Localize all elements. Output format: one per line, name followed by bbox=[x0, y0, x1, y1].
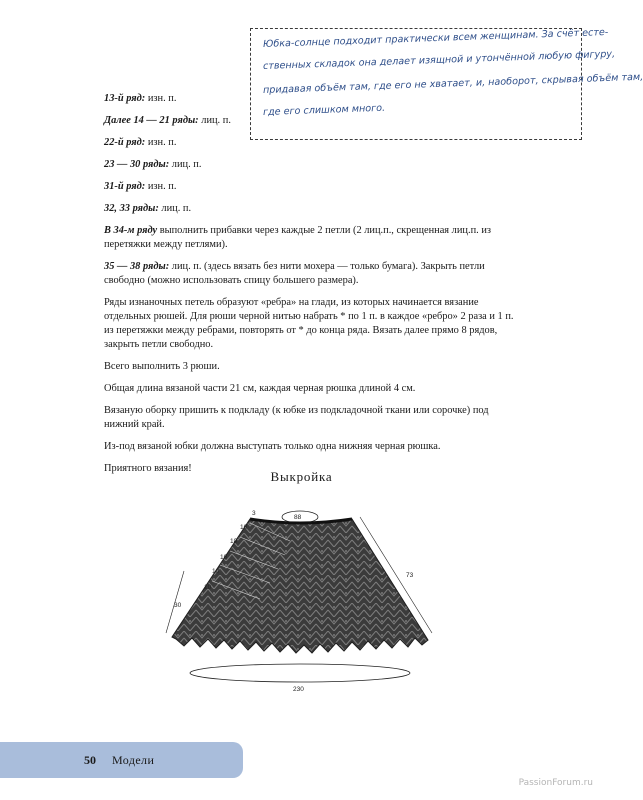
instruction-paragraph bbox=[104, 114, 514, 128]
skirt-pattern-diagram bbox=[160, 505, 440, 705]
pattern-title: Выкройка bbox=[270, 469, 333, 484]
row-label: Далее 14 — 21 ряды: bbox=[104, 115, 199, 126]
paragraph-text: Ряды изнаночных петель образуют «ребра» на глади, из которых начинается вязание отдельных рюшей. Для рюши черной нитью набрать * по 1 п. в каждое «ребро» 2 раза и 1 п. из перетяжки между ребрами, повторять от * до конца ряда. Вязать далее прямо 8 рядов, закрыть петли свободно. bbox=[104, 297, 514, 350]
instruction-paragraph bbox=[104, 360, 514, 374]
instruction-paragraph bbox=[104, 92, 514, 106]
instruction-paragraph bbox=[104, 224, 514, 252]
row-text: лиц. п. bbox=[158, 203, 192, 214]
paragraph-text: Вязаную оборку пришить к подкладу (к юбке из подкладочной ткани или сорочке) под нижний край. bbox=[104, 405, 489, 430]
instruction-paragraph bbox=[104, 180, 514, 194]
row-label: В 34-м ряду bbox=[104, 225, 158, 236]
left-length-dimension: 30 bbox=[174, 602, 182, 609]
row-label: 32, 33 ряды: bbox=[104, 203, 159, 214]
instruction-paragraph bbox=[104, 404, 514, 432]
quote-line: ственных складок она делает изящной и утончённой любую фигуру, bbox=[262, 48, 616, 72]
row-text: изн. п. bbox=[145, 93, 177, 104]
row-text: лиц. п. (здесь вязать без нити мохера — только бумага). Закрыть петли свободно (можно использовать спицу большего размера). bbox=[104, 261, 485, 286]
segment-dimension: 10 bbox=[204, 584, 212, 591]
instruction-paragraph bbox=[104, 136, 514, 150]
quote-line: где его слишком много. bbox=[262, 102, 386, 118]
row-text: изн. п. bbox=[145, 137, 177, 148]
row-label: 23 — 30 ряды: bbox=[104, 159, 170, 170]
row-text: лиц. п. bbox=[198, 115, 231, 126]
instruction-paragraph bbox=[104, 202, 514, 216]
paragraph-text: Из-под вязаной юбки должна выступать только одна нижняя черная рюшка. bbox=[104, 441, 441, 452]
instruction-paragraph bbox=[104, 260, 514, 288]
segment-dimension: 10 bbox=[212, 568, 220, 575]
quote-line: Юбка-солнце подходит практически всем женщинам. За счёт есте- bbox=[262, 26, 609, 50]
paragraph-text: Всего выполнить 3 рюши. bbox=[104, 361, 220, 372]
row-text: выполнить прибавки через каждые 2 петли (2 лиц.п., скрещенная лиц.п. из перетяжки между петлями). bbox=[104, 225, 492, 250]
paragraph-text: Приятного вязания! bbox=[104, 463, 192, 474]
row-label: 35 — 38 ряды: bbox=[104, 261, 170, 272]
instruction-paragraph bbox=[104, 382, 514, 396]
hem-dimension: 230 bbox=[293, 686, 304, 693]
segment-dimension: 10 bbox=[220, 554, 228, 561]
row-label: 22-й ряд: bbox=[104, 137, 146, 148]
row-text: лиц. п. bbox=[169, 159, 202, 170]
top-step-dimension: 3 bbox=[252, 510, 256, 517]
row-label: 13-й ряд: bbox=[104, 93, 146, 104]
segment-dimension: 10 bbox=[240, 524, 248, 531]
instruction-paragraph bbox=[104, 158, 514, 172]
instructions bbox=[104, 92, 514, 484]
waist-dimension: 88 bbox=[294, 514, 302, 521]
segment-dimension: 10 bbox=[230, 538, 238, 545]
hem-ellipse bbox=[190, 664, 410, 682]
instruction-paragraph bbox=[104, 296, 514, 352]
row-label: 31-й ряд: bbox=[104, 181, 146, 192]
quote-line: придавая объём там, где его не хватает, и, наоборот, скрывая объём там, bbox=[262, 71, 643, 96]
paragraph-text: Общая длина вязаной части 21 см, каждая черная рюшка длиной 4 см. bbox=[104, 383, 416, 394]
section-name: Модели bbox=[112, 753, 155, 767]
instruction-paragraph bbox=[104, 440, 514, 454]
watermark: PassionForum.ru bbox=[518, 778, 593, 788]
row-text: изн. п. bbox=[145, 181, 177, 192]
side-length-dimension: 73 bbox=[406, 572, 414, 579]
page-number: 50 bbox=[84, 753, 96, 767]
